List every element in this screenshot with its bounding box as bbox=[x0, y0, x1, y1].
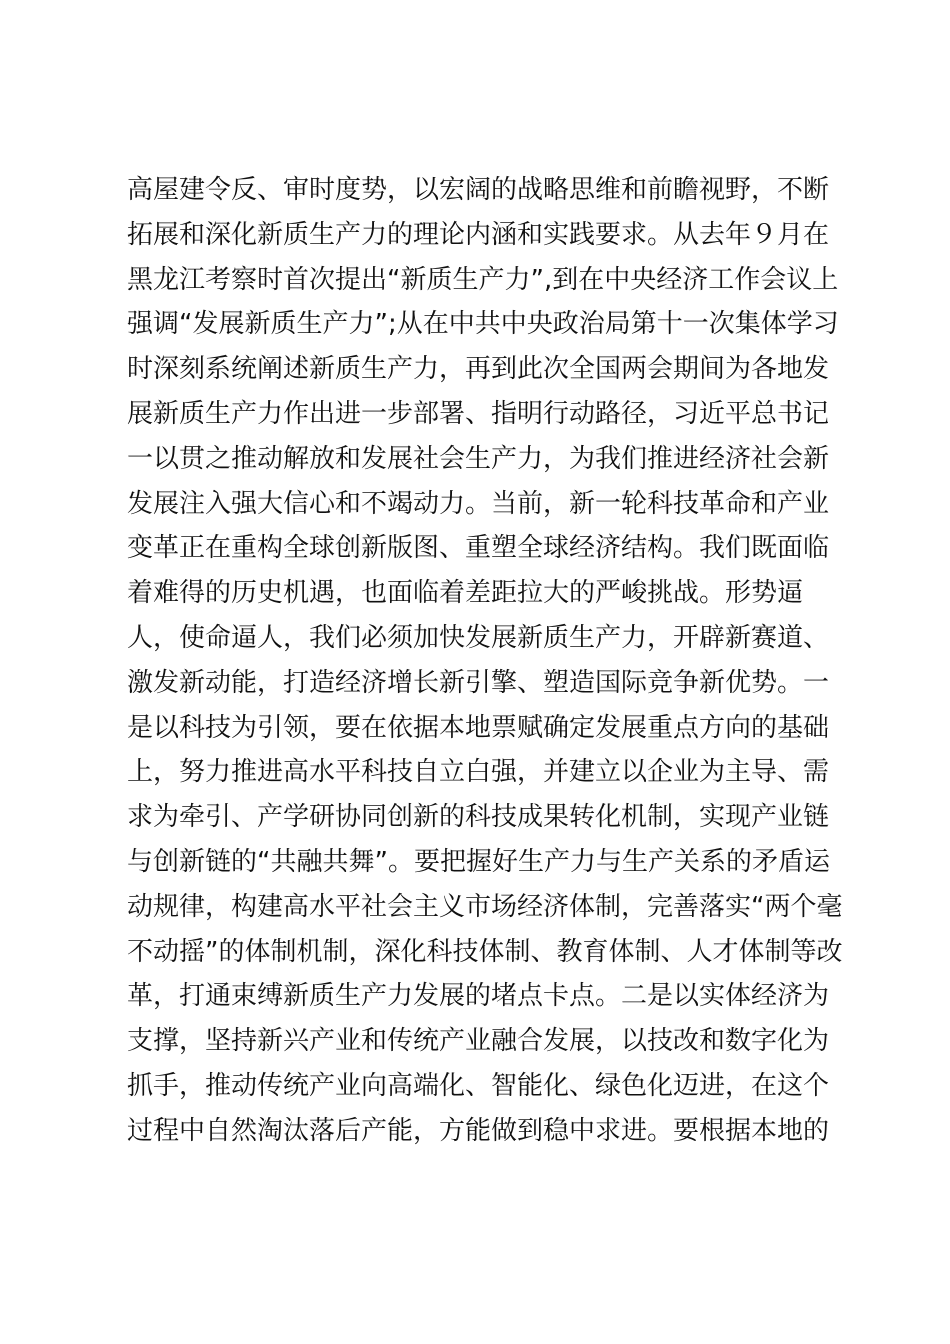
text-line: 时深刻系统阐述新质生产力，再到此次全国两会期间为各地发 bbox=[127, 354, 830, 385]
text-line: 强调“发展新质生产力”;从在中共中央政治局第十一次集体学习 bbox=[127, 309, 839, 340]
text-line: 是以科技为引领，要在依据本地票赋确定发展重点方向的基础 bbox=[127, 712, 830, 743]
text-line: 展新质生产力作出进一步部署、指明行动路径，习近平总书记 bbox=[127, 398, 830, 429]
text-line: 与创新链的“共融共舞”。要把握好生产力与生产关系的矛盾运 bbox=[127, 846, 830, 877]
text-line: 过程中自然淘汰落后产能，方能做到稳中求进。要根据本地的 bbox=[127, 1115, 830, 1146]
text-line: 变革正在重构全球创新版图、重塑全球经济结构。我们既面临 bbox=[127, 533, 830, 564]
text-line: 高屋建令反、审时度势，以宏阔的战略思维和前瞻视野，不断 bbox=[127, 175, 830, 205]
text-line: 着难得的历史机遇，也面临着差距拉大的严峻挑战。形势逼 bbox=[127, 578, 804, 609]
text-line: 发展注入强大信心和不竭动力。当前，新一轮科技革命和产业 bbox=[127, 488, 830, 519]
text-line: 革，打通束缚新质生产力发展的堵点卡点。二是以实体经济为 bbox=[127, 981, 830, 1012]
body-text bbox=[127, 168, 843, 1154]
text-line: 支撑，坚持新兴产业和传统产业融合发展，以技改和数字化为 bbox=[127, 1026, 830, 1057]
text-line: 激发新动能，打造经济增长新引擎、塑造国际竞争新优势。一 bbox=[127, 667, 830, 698]
text-line: 拓展和深化新质生产力的理论内涵和实践要求。从去年９月在 bbox=[127, 219, 830, 250]
text-line: 不动摇”的体制机制，深化科技体制、教育体制、人才体制等改 bbox=[127, 936, 843, 967]
text-line: 动规律，构建高水平社会主义市场经济体制，完善落实“两个毫 bbox=[127, 891, 843, 922]
text-line: 黑龙江考察时首次提出“新质生产力”,到在中央经济工作会议上 bbox=[127, 264, 839, 295]
text-line: 求为牵引、产学研协同创新的科技成果转化机制，实现产业链 bbox=[127, 802, 830, 833]
text-line: 人，使命逼人，我们必须加快发展新质生产力，开辟新赛道、 bbox=[127, 622, 830, 653]
text-line: 抓手，推动传统产业向高端化、智能化、绿色化迈进，在这个 bbox=[127, 1070, 830, 1101]
text-line: 上，努力推进高水平科技自立白强，并建立以企业为主导、需 bbox=[127, 757, 830, 788]
text-line: 一以贯之推动解放和发展社会生产力，为我们推进经济社会新 bbox=[127, 443, 830, 474]
